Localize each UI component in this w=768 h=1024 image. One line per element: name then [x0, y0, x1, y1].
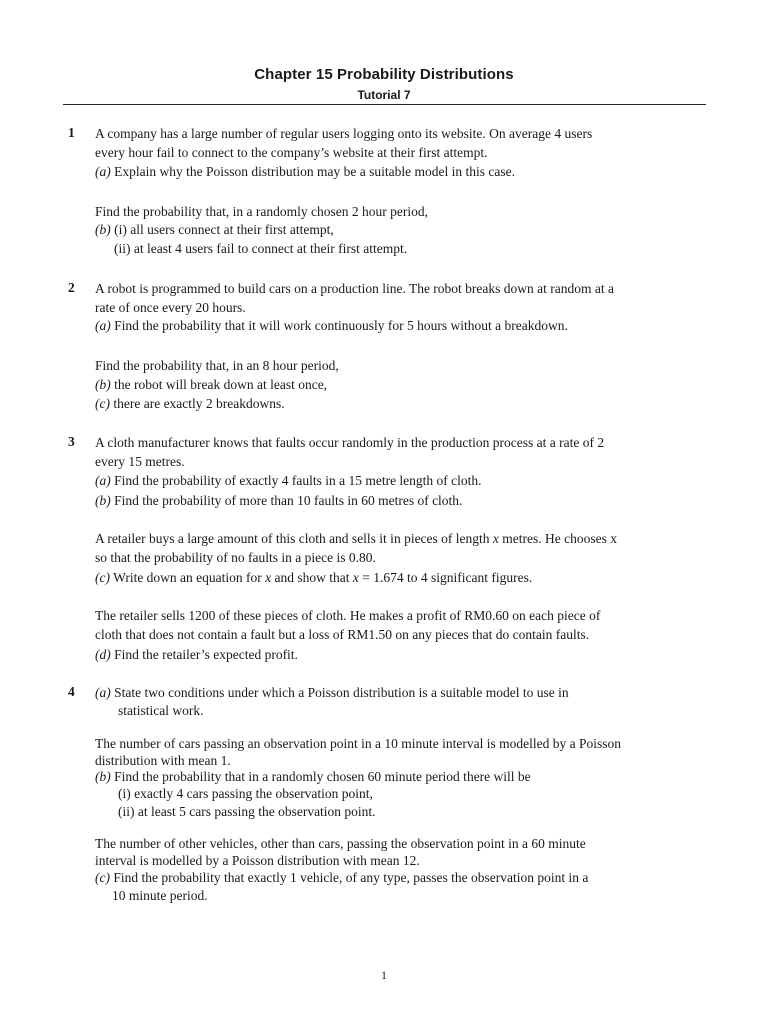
- question-text: distribution with mean 1.: [95, 753, 231, 768]
- part-label: (b): [95, 769, 111, 784]
- part-a: (a) Explain why the Poisson distribution may be a suitable model in this case.: [95, 164, 515, 179]
- page-title: Chapter 15 Probability Distributions: [254, 66, 514, 83]
- question-text: A cloth manufacturer knows that faults occur randomly in the production process at a rate of 2: [95, 435, 605, 450]
- part-b: (b) Find the probability of more than 10 faults in 60 metres of cloth.: [95, 493, 463, 508]
- question-text: A robot is programmed to build cars on a production line. The robot breaks down at random at a: [95, 281, 615, 296]
- question-text: The number of other vehicles, other than cars, passing the observation point in a 60 minute: [95, 836, 586, 851]
- part-b: (b) the robot will break down at least once,: [95, 377, 328, 392]
- part-label: (a): [95, 318, 111, 333]
- header-rule: [63, 104, 706, 105]
- question-number: 1: [68, 125, 75, 140]
- question-text: so that the probability of no faults in a piece is 0.80.: [95, 550, 376, 565]
- part-c: (c) Write down an equation for x and show that x = 1.674 to 4 significant figures.: [95, 570, 533, 585]
- part-a: (a) Find the probability that it will work continuously for 5 hours without a breakdown.: [95, 318, 568, 333]
- question-text: Find the probability that, in an 8 hour period,: [95, 358, 339, 373]
- part-label: (b): [95, 222, 111, 237]
- part-c: (c) Find the probability that exactly 1 vehicle, of any type, passes the observation point in a: [95, 870, 589, 885]
- question-text: cloth that does not contain a fault but a loss of RM1.50 on any pieces that do contain faults.: [95, 627, 590, 642]
- part-d: (d) Find the retailer’s expected profit.: [95, 647, 298, 662]
- part-b: (b) Find the probability that in a randomly chosen 60 minute period there will be: [95, 769, 531, 784]
- part-b-ii: (ii) at least 5 cars passing the observation point.: [118, 804, 376, 819]
- page-number: 1: [381, 968, 387, 982]
- part-a-cont: statistical work.: [118, 703, 204, 718]
- question-text: every 15 metres.: [95, 454, 185, 469]
- question-text: The retailer sells 1200 of these pieces of cloth. He makes a profit of RM0.60 on each piece of: [95, 608, 601, 623]
- part-label: (c): [95, 396, 110, 411]
- question-text: every hour fail to connect to the company’s website at their first attempt.: [95, 145, 488, 160]
- question-text: A company has a large number of regular users logging onto its website. On average 4 users: [95, 126, 593, 141]
- part-c: (c) there are exactly 2 breakdowns.: [95, 396, 285, 411]
- question-text: The number of cars passing an observation point in a 10 minute interval is modelled by a Poisson: [95, 736, 622, 751]
- question-text: interval is modelled by a Poisson distribution with mean 12.: [95, 853, 420, 868]
- part-a: (a) State two conditions under which a Poisson distribution is a suitable model to use in: [95, 685, 569, 700]
- part-label: (d): [95, 647, 111, 662]
- part-b-i: (i) exactly 4 cars passing the observation point,: [118, 786, 373, 801]
- question-number: 2: [68, 280, 75, 295]
- question-text: A retailer buys a large amount of this cloth and sells it in pieces of length x metres. He chooses x: [95, 531, 618, 546]
- part-label: (a): [95, 164, 111, 179]
- question-number: 3: [68, 434, 75, 449]
- part-b: (b) (i) all users connect at their first attempt,: [95, 222, 334, 237]
- part-a: (a) Find the probability of exactly 4 faults in a 15 metre length of cloth.: [95, 473, 482, 488]
- part-b-ii: (ii) at least 4 users fail to connect at their first attempt.: [114, 241, 408, 256]
- page-subtitle: Tutorial 7: [357, 88, 411, 102]
- part-label: (c): [95, 870, 110, 885]
- question-text: Find the probability that, in a randomly chosen 2 hour period,: [95, 204, 428, 219]
- question-number: 4: [68, 684, 75, 699]
- part-label: (b): [95, 493, 111, 508]
- part-label: (c): [95, 570, 110, 585]
- part-label: (a): [95, 473, 111, 488]
- part-label: (a): [95, 685, 111, 700]
- question-text: rate of once every 20 hours.: [95, 300, 246, 315]
- part-c-cont: 10 minute period.: [112, 888, 208, 903]
- part-label: (b): [95, 377, 111, 392]
